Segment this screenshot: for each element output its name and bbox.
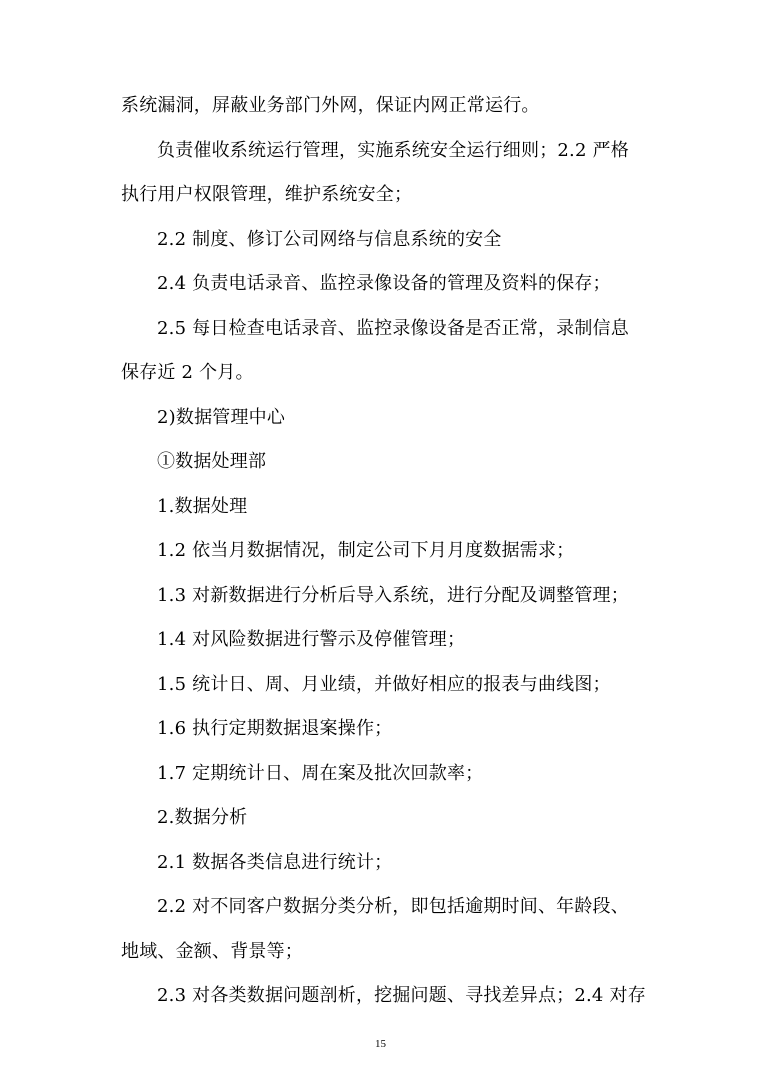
text-line: 系统漏洞，屏蔽业务部门外网，保证内网正常运行。 (121, 95, 540, 116)
text-line: 2.4 负责电话录音、监控录像设备的管理及资料的保存； (157, 273, 611, 294)
document-body (121, 84, 651, 1019)
list-item: 2.2 对不同客户数据分类分析，即包括逾期时间、年龄段、 (157, 896, 629, 917)
text-line: 2.2 制度、修订公司网络与信息系统的安全 (157, 228, 502, 250)
text-line: 保存近 2 个月。 (121, 362, 254, 383)
list-item: 1.5 统计日、周、月业绩，并做好相应的报表与曲线图； (157, 673, 611, 695)
text-line: 执行用户权限管理，维护系统安全； (121, 184, 413, 205)
page-number: 15 (375, 1038, 386, 1050)
text-line: 2.5 每日检查电话录音、监控录像设备是否正常，录制信息 (157, 317, 629, 339)
list-item: 1.3 对新数据进行分析后导入系统，进行分配及调整管理； (157, 584, 629, 606)
text-line: 负责催收系统运行管理，实施系统安全运行细则；2.2 严格 (157, 139, 629, 161)
list-item: 2.1 数据各类信息进行统计； (157, 851, 393, 873)
list-item: 1.4 对风险数据进行警示及停催管理； (157, 629, 466, 650)
list-item: 1.7 定期统计日、周在案及批次回款率； (157, 762, 484, 784)
section-heading: 2)数据管理中心 (157, 406, 286, 428)
text-line: 地域、金额、背景等； (121, 940, 303, 962)
list-heading: 1.数据处理 (157, 495, 248, 517)
list-item: 1.6 执行定期数据退案操作； (157, 718, 393, 739)
list-item: 1.2 依当月数据情况，制定公司下月月度数据需求； (157, 540, 575, 561)
subsection-heading: ➀数据处理部 (157, 451, 267, 472)
list-item: 2.3 对各类数据问题剖析，挖掘问题、寻找差异点；2.4 对存 (157, 985, 646, 1006)
list-heading: 2.数据分析 (157, 807, 248, 828)
